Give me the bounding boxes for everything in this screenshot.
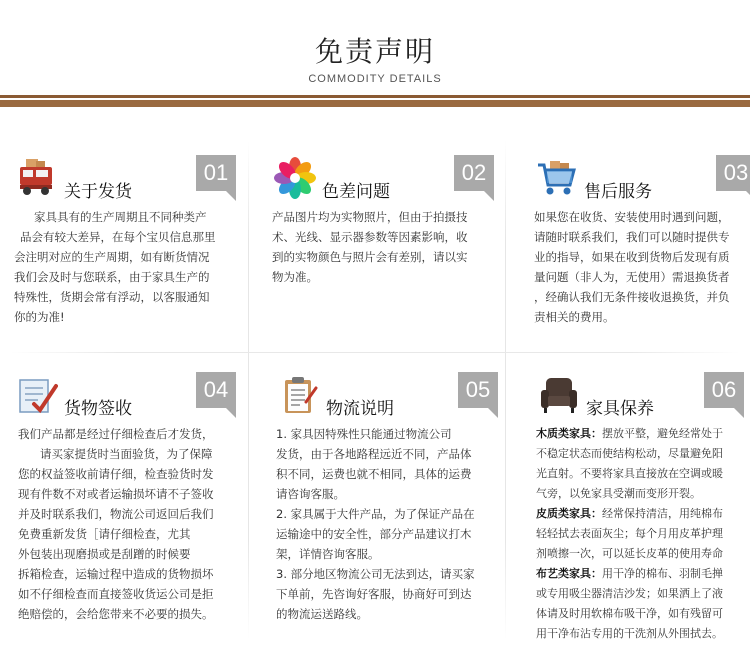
text-line: 气旁，以免家具受潮而变形开裂。: [536, 487, 701, 500]
card-number-badge: 04: [196, 372, 236, 408]
text-line: 术、光线、显示器参数等因素影响，收: [272, 230, 468, 244]
text-line: 体请及时用软棉布吸干净，如有残留可: [536, 607, 723, 620]
card-number-badge: 02: [454, 155, 494, 191]
text-line: 的物流运送路线。: [276, 607, 368, 621]
card-after-sales: [534, 155, 750, 365]
card-shipping: [14, 155, 246, 365]
card-title: 货物签收: [64, 399, 132, 419]
text-line: 物为准。: [272, 270, 318, 284]
text-line: 布艺类家具：用干净的棉布、羽制毛掸: [536, 567, 723, 580]
card-body: [534, 207, 750, 327]
text-line: 并及时联系我们，物流公司返回后我们: [18, 507, 214, 521]
header-band-thick: [0, 100, 750, 107]
text-line: 绝赔偿的，会给您带来不必要的损失。: [18, 607, 214, 621]
text-line: 3. 部分地区物流公司无法到达，请买家: [276, 567, 475, 581]
text-line: 我们产品都是经过仔细检查后才发货，: [18, 427, 214, 441]
text-line: 下单前，先咨询好客服，协商好可到达: [276, 587, 472, 601]
card-title: 家具保养: [586, 399, 654, 419]
text-line: 您的权益签收前请仔细，检查验货时发: [18, 467, 214, 481]
text-line: 免费重新发货［请仔细检查，尤其: [18, 527, 191, 541]
text-line: 发货，由于各地路程远近不同，产品体: [276, 447, 472, 461]
header-band-thin: [0, 95, 750, 98]
card-body: [276, 424, 508, 624]
card-body: [272, 207, 504, 287]
card-number-badge: 06: [704, 372, 744, 408]
text-line: 你的为准!: [14, 310, 65, 324]
text-line: 现有件数不对或者运输损坏请不子签收: [18, 487, 214, 501]
text-line: 我们会及时与您联系，由于家具生产的: [14, 270, 210, 284]
text-line: 请咨询客服。: [276, 487, 345, 501]
text-line: 或专用吸尘器清洁沙发；如果洒上了液: [536, 587, 723, 600]
text-line: 1. 家具因特殊性只能通过物流公司: [276, 427, 452, 441]
signed-document-icon: [16, 374, 58, 416]
card-title: 售后服务: [584, 182, 652, 202]
color-wheel-icon: [274, 157, 316, 199]
card-number-badge: 05: [458, 372, 498, 408]
text-line: 到的实物颜色与照片会有差别，请以实: [272, 250, 468, 264]
text-line: 拆箱检查，运输过程中造成的货物损坏: [18, 567, 214, 581]
text-line: 品会有较大差异，在每个宝贝信息那里: [20, 230, 216, 244]
text-line: 用干净布沾专用的干洗剂从外围拭去。: [536, 627, 723, 640]
card-title: 关于发货: [64, 182, 132, 202]
text-line: ，经确认我们无条件接收退换货，并负: [534, 290, 730, 304]
card-number-badge: 01: [196, 155, 236, 191]
text-line: 外包装出现磨损或是刮蹭的时候要: [18, 547, 191, 561]
page-subtitle: COMMODITY DETAILS: [308, 73, 442, 85]
text-line: 量问题（非人为，无使用）需退换货者: [534, 270, 730, 284]
text-line: 会注明对应的生产周期，如有断货情况: [14, 250, 210, 264]
text-line: 运输途中的安全性，部分产品建议打木: [276, 527, 472, 541]
card-title: 物流说明: [326, 399, 394, 419]
text-line: 轻轻拭去表面灰尘；每个月用皮革护理: [536, 527, 723, 540]
card-body: [14, 207, 246, 327]
text-line: 架，详情咨询客服。: [276, 547, 380, 561]
card-body: [536, 424, 746, 644]
page-title: 免责声明: [314, 35, 435, 68]
text-line: 特殊性，货期会常有浮动，以客服通知: [14, 290, 210, 304]
armchair-icon: [538, 374, 580, 416]
text-line: 请随时联系我们，我们可以随时提供专: [534, 230, 730, 244]
card-furniture-care: [536, 372, 746, 668]
text-line: 不稳定状态而使结构松动，尽量避免阳: [536, 447, 723, 460]
text-line: 积不同，运费也就不相同，具体的运费: [276, 467, 472, 481]
text-line: 2. 家具属于大件产品，为了保证产品在: [276, 507, 475, 521]
text-line: 如果您在收货、安装使用时遇到问题，: [534, 210, 730, 224]
clipboard-icon: [278, 374, 320, 416]
text-line: 木质类家具：摆放平整，避免经常处于: [536, 427, 723, 440]
text-line: 业的指导，如果在收到货物后发现有质: [534, 250, 730, 264]
text-line: 产品图片均为实物照片，但由于拍摄技: [272, 210, 468, 224]
shopping-cart-icon: [536, 157, 578, 199]
card-title: 色差问题: [322, 182, 390, 202]
card-delivery-signing: [14, 372, 246, 668]
text-line: 家具具有的生产周期且不同种类产: [34, 210, 207, 224]
card-body: [18, 424, 246, 624]
text-line: 皮质类家具：经常保持清洁，用纯棉布: [536, 507, 723, 520]
text-line: 请买家提货时当面验货，为了保障: [40, 447, 213, 461]
card-logistics: [276, 372, 508, 668]
card-number-badge: 03: [716, 155, 750, 191]
card-color-difference: [272, 155, 504, 365]
delivery-truck-icon: [16, 157, 58, 199]
text-line: 如不仔细检查而直接签收货运公司是拒: [18, 587, 214, 601]
text-line: 责相关的费用。: [534, 310, 615, 324]
column-divider: [248, 140, 249, 640]
page-header: [0, 0, 750, 95]
text-line: 剂喷擦一次，可以延长皮革的使用寿命: [536, 547, 723, 560]
text-line: 光直射。不要将家具直接放在空调或暖: [536, 467, 723, 480]
